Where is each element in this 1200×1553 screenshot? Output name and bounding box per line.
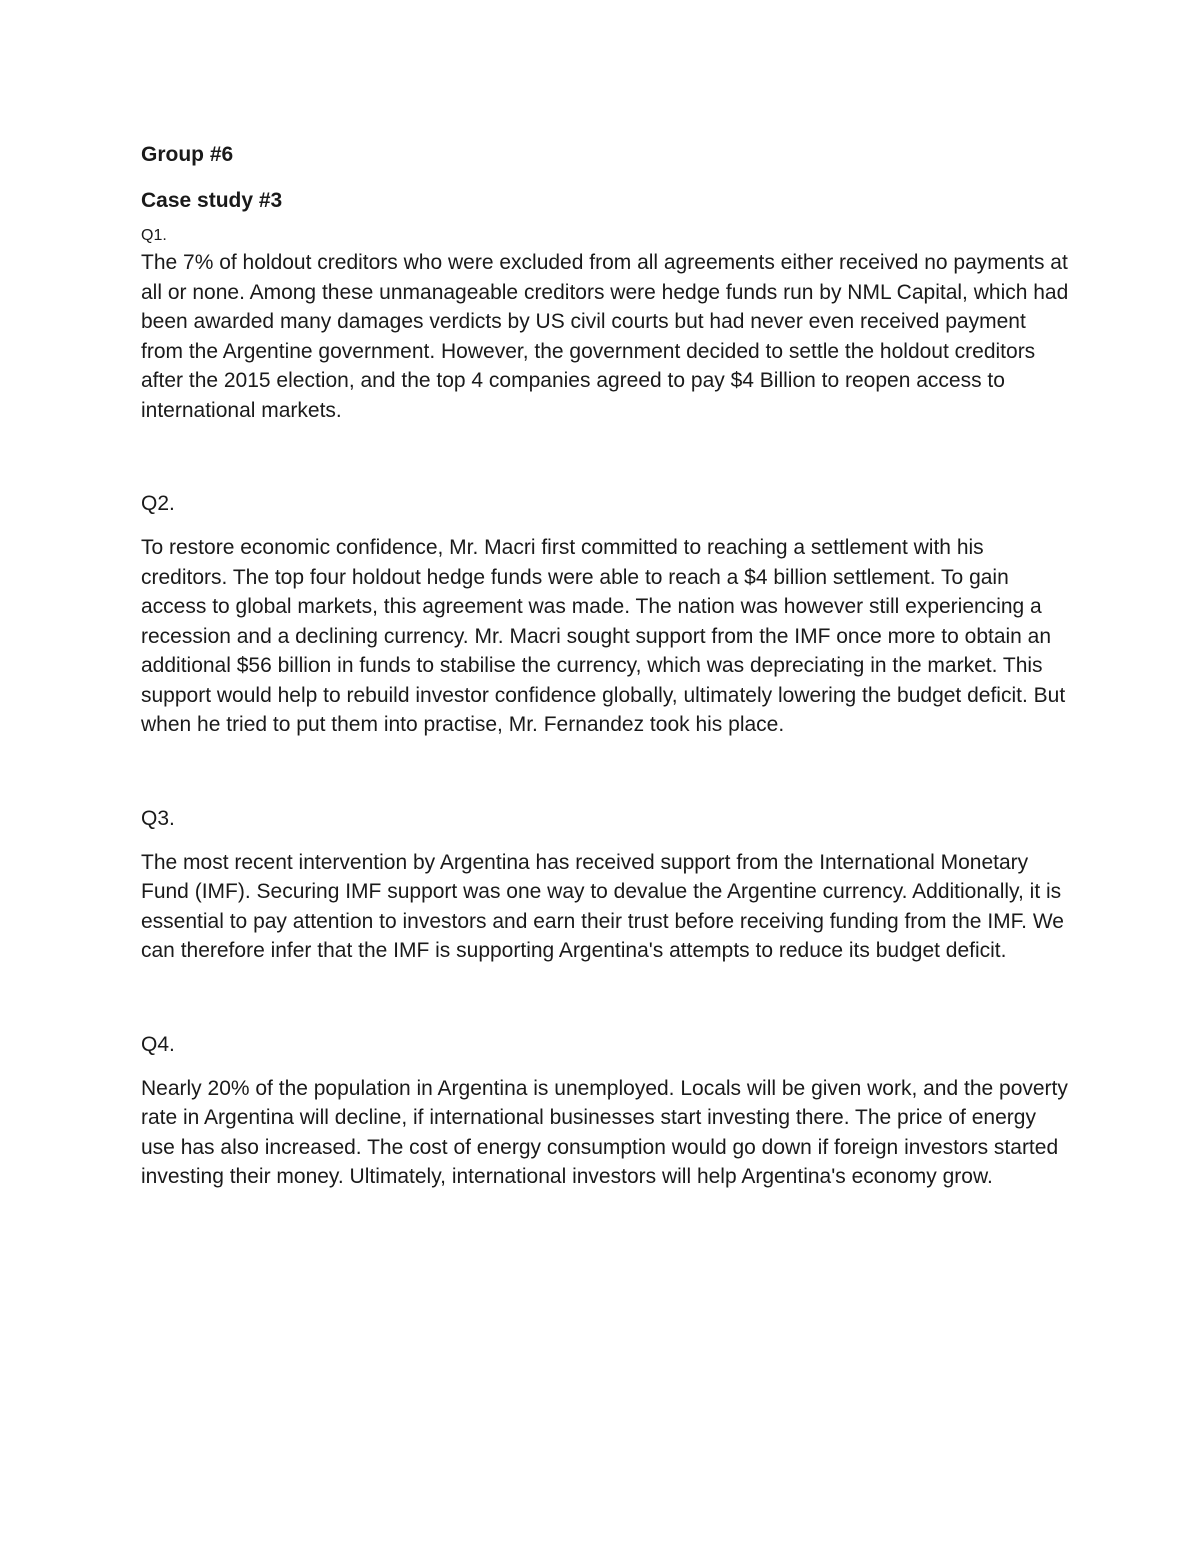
- group-heading: Group #6: [141, 143, 234, 166]
- answer-paragraph: To restore economic confidence, Mr. Macri first committed to reaching a settlement with his creditors. The top four holdout hedge funds were able to reach a $4 billion settlement. To gain access to global markets, this agreement was made. The nation was however still experiencing a recession and a declining currency. Mr. Macri sought support from the IMF once more to obtain an additional $56 billion in funds to stabilise the currency, which was depreciating in the market. This support would help to rebuild investor confidence globally, ultimately lowering the budget deficit. But when he tried to put them into practise, Mr. Fernandez took his place.: [141, 536, 1066, 736]
- section-spacer: [141, 966, 1071, 1030]
- answer-paragraph: The 7% of holdout creditors who were excluded from all agreements either received no payments at all or none. Among these unmanageable creditors were hedge funds run by NML Capital, which had been awarded many damages verdicts by US civil courts but had never even received payment from the Argentine government. However, the government decided to settle the holdout creditors after the 2015 election, and the top 4 companies agreed to pay $4 Billion to reopen access to international markets.: [141, 251, 1069, 422]
- section-q1: [141, 224, 1071, 425]
- case-study-heading: Case study #3: [141, 189, 283, 212]
- section-q4: [141, 1030, 1071, 1192]
- section-q2: [141, 489, 1071, 740]
- question-label: Q2.: [141, 492, 175, 515]
- document-body: [141, 140, 1071, 1192]
- answer-paragraph: The most recent intervention by Argentina has received support from the International Monetary Fund (IMF). Securing IMF support was one way to devalue the Argentine currency. Additionally, it is essential to pay attention to investors and earn their trust before receiving funding from the IMF. We can therefore infer that the IMF is supporting Argentina's attempts to reduce its budget deficit.: [141, 850, 1064, 962]
- question-label: Q1.: [141, 227, 167, 244]
- section-spacer: [141, 740, 1071, 804]
- section-q3: [141, 804, 1071, 966]
- question-label: Q4.: [141, 1032, 175, 1056]
- section-spacer: [141, 425, 1071, 489]
- question-label: Q3.: [141, 806, 175, 830]
- answer-paragraph: Nearly 20% of the population in Argentina is unemployed. Locals will be given work, and the poverty rate in Argentina will decline, if international businesses start investing there. The price of energy use has also increased. The cost of energy consumption would go down if foreign investors started investing their money. Ultimately, international investors will help Argentina's economy grow.: [141, 1076, 1068, 1188]
